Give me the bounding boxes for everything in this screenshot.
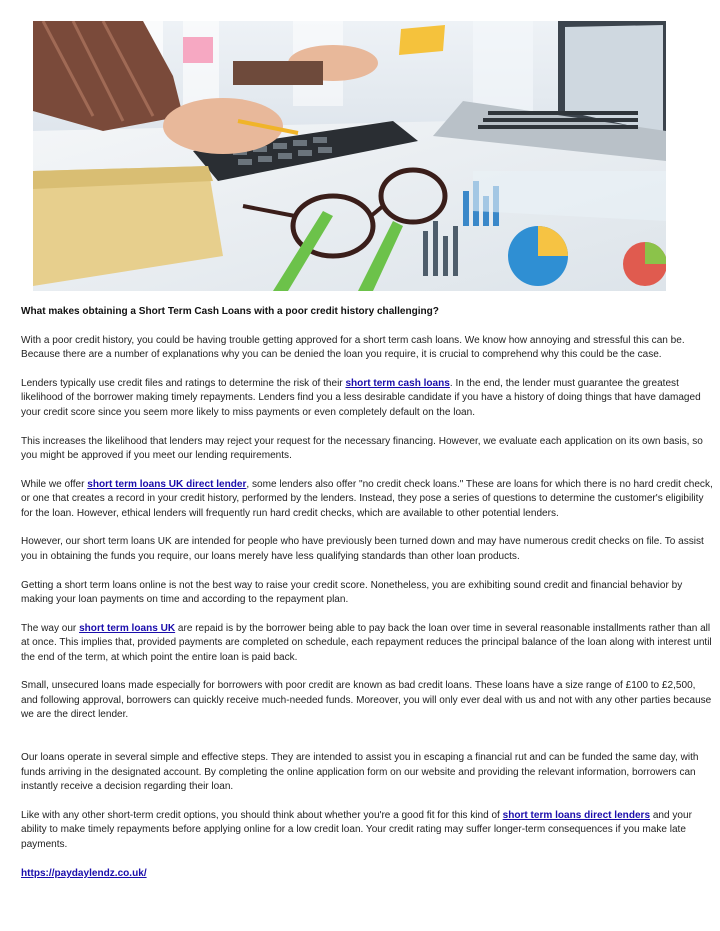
link-short-term-cash-loans[interactable]: short term cash loans [345, 378, 450, 389]
article-heading: What makes obtaining a Short Term Cash Loans with a poor credit history challenging? [21, 306, 439, 317]
paragraph-4-text-a: While we offer [21, 478, 88, 490]
link-short-term-loans-uk-direct-lender[interactable]: short term loans UK direct lender [87, 478, 247, 490]
paragraph-2-text-a: Lenders typically use credit files and ratings to determine the risk of their [21, 378, 346, 389]
paragraph-7-text-b: are repaid is by the borrower being able to pay back the loan over time in several reasonable installments rather than all at once. This implies that, provided payments are completed on schedule, each repayment reduces the principal balance of the loan along with interest until the end of the term, at which point the entire loan is paid back. [21, 622, 712, 663]
paragraph-9: Our loans operate in several simple and effective steps. They are intended to assist you in escaping a financial rut and can be funded the same day, with funds arriving in the designated account. By completing the online application form on our website and providing the relevant information, borrowers can instantly receive a decision regarding their loan. [21, 752, 699, 793]
paragraph-6: Getting a short term loans online is not the best way to raise your credit score. Nonetheless, you are exhibiting sound credit and financial behavior by making your loan payments on time and according to the repayment plan. [21, 579, 683, 606]
paragraph-4-text-b: , some lenders also offer "no credit check loans." These are loans for which there is no hard credit check, or one that creates a record in your credit history, performed by the lenders. Instead, they pose a series of questions to determine the customer's eligibility for the loan. However, ethical lenders will frequently run hard credit checks, which are available to other potential lenders. [21, 478, 713, 519]
paragraph-7 [21, 622, 713, 665]
paragraph-1: With a poor credit history, you could be having trouble getting approved for a short term cash loans. We know how annoying and stressful this can be. Because there are a number of explanations why you can be denied the loan you require, it is crucial to comprehend why this could be the case. [21, 334, 685, 361]
footer-link-line [21, 867, 713, 881]
paragraph-2 [21, 377, 713, 420]
paragraph-10 [21, 809, 713, 852]
hero-image [33, 21, 666, 291]
paragraph-10-text-a: Like with any other short-term credit options, you should think about whether you're a good fit for this kind of [21, 810, 503, 822]
paragraph-7-text-a: The way our [21, 622, 80, 634]
paragraph-8: Small, unsecured loans made especially for borrowers with poor credit are known as bad credit loans. These loans have a size range of £100 to £2,500, and following approval, borrowers can quickly receive much-needed funds. Moreover, you will only ever deal with us and not with any other parties because we are the direct lender. [21, 680, 712, 721]
paragraph-5: However, our short term loans UK are intended for people who have previously been turned down and may have numerous credit checks on file. To assist you in obtaining the funds you require, our loans merely have less qualifying standards than other loan products. [21, 536, 704, 562]
link-short-term-loans-uk[interactable]: short term loans UK [79, 622, 176, 634]
paragraph-10-text-b: and your ability to make timely repayments before applying online for a low credit loan. Your credit rating may suffer longer-term consequences if you make late payments. [21, 810, 692, 850]
paragraph-3: This increases the likelihood that lenders may reject your request for the necessary financing. However, we evaluate each application on its own basis, so you might be approved if you meet our lending requirements. [21, 435, 703, 462]
article-body [21, 305, 713, 895]
finance-desk-photo-icon [33, 21, 666, 291]
site-url-link[interactable]: https://paydaylendz.co.uk/ [21, 867, 147, 879]
link-short-term-loans-direct-lenders[interactable]: short term loans direct lenders [502, 810, 651, 822]
paragraph-4 [21, 478, 713, 521]
paragraph-2-text-b: . In the end, the lender must guarantee the greatest likelihood of the borrower making timely repayments. Lenders find you a less desirable candidate if you have a history of doing things that have damaged your credit score since you seem more likely to miss payments or even completely default on the loan. [21, 378, 701, 418]
